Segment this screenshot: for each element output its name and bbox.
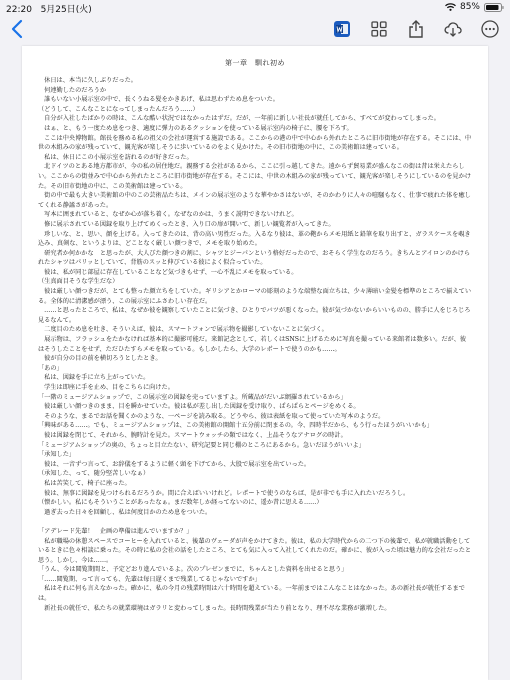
paragraph: 「……閲覧期、って言っても、先輩は毎日遅くまで残業してるじゃないですか」 bbox=[38, 575, 261, 583]
battery-icon bbox=[484, 3, 504, 12]
battery-percent: 85% bbox=[459, 2, 480, 12]
chapter-title: 第一章 馴れ初め bbox=[225, 59, 285, 67]
grid-view-button[interactable] bbox=[369, 19, 389, 39]
document-body bbox=[38, 76, 472, 613]
paragraph: （承知した、って、随分堅苦しいなぁ） bbox=[38, 470, 150, 478]
paragraph: 私は、休日にこの小展示室を訪れるのが好きだった。 bbox=[38, 153, 193, 161]
paragraph: 何連勤したのだろうか bbox=[38, 86, 107, 94]
paragraph: 誰もいない小展示室の中で、長くうねる髪をかきあげ、私は思わずため息をついた。 bbox=[38, 96, 279, 104]
paragraph: 彼は、一音ずつ言って、お辞儀をするように軽く頭を下げてから、大股で展示室を出ていった。 bbox=[38, 460, 311, 468]
paragraph: 彼は、無事に図録を見つけられるだろうか。間に合えばいいけれど。レポートで使うのならば、是が非でも手に入れたいだろうし。 bbox=[38, 489, 410, 497]
document-page[interactable] bbox=[22, 46, 488, 680]
paragraph: 彼は厳しい顔つきだが、とても整った顔立ちをしていた。ギリシアとかローマの彫刻のような端整な面立ちは、少々薄暗い金髪を標準のところで揃えている。全体的に清潔感が漂う、この展示室にふさわしい存在だ。 bbox=[38, 288, 472, 305]
more-button[interactable] bbox=[480, 19, 500, 39]
toolbar-icons bbox=[332, 19, 500, 39]
paragraph: 彼が自分の目の前を横切ろうとしたとき。 bbox=[38, 355, 162, 363]
cloud-download-icon bbox=[443, 20, 463, 38]
paragraph: 街の中で最も大きい美術館の中のこの芸術品たちは、メインの展示室のような華やかさはないが、そのかわりに人々の喧騒もなく、仕事で疲れた体を癒してくれる静謐さがあった。 bbox=[38, 192, 471, 209]
paragraph: 写本に囲まれていると、なぜか心が落ち着く。なぜなのかは、うまく説明できないけれど。 bbox=[38, 211, 298, 219]
status-bar bbox=[0, 0, 510, 14]
paragraph: 彼は図録を閉じて、それから、腕時計を見た。スマートウォッチの類ではなく、上品そうなアナログの時計。 bbox=[38, 431, 347, 439]
paragraph: 「あの」 bbox=[38, 364, 63, 372]
paragraph: （生真面目そうな学生だな） bbox=[38, 278, 119, 286]
back-button[interactable] bbox=[8, 17, 28, 41]
paragraph: 「興味がある……。でも、ミュージアムショップは、この美術館の開館十五分前に閉まるの。今、四時半だから、もう行ったほうがいいかも」 bbox=[38, 422, 433, 430]
word-app-button[interactable] bbox=[332, 19, 352, 39]
share-button[interactable] bbox=[406, 19, 426, 39]
paragraph: 私は、図録を手に立ち上がっていた。 bbox=[38, 374, 150, 382]
paragraph: ここは中央博物館。館長を務める私の祖父の会社が運営する施設である。ここからの港の中で中心から外れたところに旧市街地が存在する。そこには、中世の木組みの家が残っていて、観光客が楽しそうに歩いているのをよく見かけた。その旧市街地の中に、この美術館は建っている。 bbox=[38, 134, 472, 152]
status-right bbox=[445, 2, 504, 12]
status-clock: 22:20 bbox=[6, 5, 32, 15]
paragraph: 私はそれに何も言えなかった。確かに、私の今月の残業時間は六十時間を超えている。一年前まではこんなことはなかった。あの新社長が就任するまでは。 bbox=[38, 585, 465, 603]
paragraph: 二度目のため息を吐き、そういえば、彼は、スマートフォンで展示物を撮影していないことに気づく。 bbox=[38, 326, 328, 334]
toolbar bbox=[0, 14, 510, 44]
paragraph: 彼は、私が同じ部屋に存在していることなど気づきもせず、一心不乱にメモを取っている。 bbox=[38, 268, 298, 276]
paragraph: （懐かしい。私にもそういうことがあったなぁ。まだ数年しか経ってないのに、遥か昔に思える……） bbox=[38, 499, 323, 507]
wifi-icon bbox=[445, 3, 456, 11]
paragraph: 修に展示されている図録を取り上げてめくったとき、入り口の扉が開いて、新しい観覧者が入ってきた。 bbox=[38, 220, 335, 228]
section-2 bbox=[38, 527, 472, 613]
section-1 bbox=[38, 76, 472, 517]
status-date: 5月25日(火) bbox=[40, 5, 92, 15]
paragraph: ……と思ったところで、私は、なぜか彼を観察していたことに気づき、ひとりでバツが悪くなった。彼が気づかないからいいものの、勝手に人をじろじろ見るなんて。 bbox=[38, 307, 471, 324]
paragraph: （どうして、こんなことになってしまったんだろう……） bbox=[38, 105, 199, 113]
paragraph: 自分が入社したばかりの時は、こんな酷い状況ではなかったはずだ。だが、一年前に新しい社長が就任してから、すべてが変わってしまった。 bbox=[38, 115, 440, 123]
paragraph: 「一階のミュージアムショップで、この展示室の図録を売っていますよ。所蔵品がだいぶ網羅されているから」 bbox=[38, 393, 347, 401]
paragraph: 北ドイツのとある地方都市が、今の私の居住地だ。親務する会社があるから、ここに引っ越してきた。遠からず貿易業が盛んなこの街は昔は栄えたらしい。ここからの街並みで中心から外れたところに旧市街地が存在する。そこには、中世の木組みの家が残っていて、観光客が楽しそうにしているのを見かけた。その旧市街地の中に、この美術館は建っている。 bbox=[38, 163, 471, 190]
paragraph: 「ミュージアムショップの奥の、ちょっと目立たない、研究記要と同じ棚のところにあるから。急いだほうがいいよ」 bbox=[38, 441, 365, 449]
paragraph: 研究者か何かかな と思ったが、大人びた顔つきの割に、シャツとジーパンという格好だったので、おそらく学生なのだろう。きちんとアイロンのかけられたシャツはパリッとしていて、背筋のスッと伸びている彼によく似合っていた。 bbox=[38, 249, 471, 267]
paragraph: 「うん、今は閲覧期間と、予定どおり進んでいるよ。次のプレゼンまでに、ちゃんとした資料を出せると思う」 bbox=[38, 566, 348, 574]
paragraph: 休日は、本当に久しぶりだった。 bbox=[38, 77, 137, 84]
paragraph: 展示物は、フラッシュをたかなければ基本的に撮影可能だ。来館記念として、若しくはSNSに上げるために写真を撮っている来館者は数多い。だが、彼はそうしたことをせず、ただひたすらメモを取っている。もしかしたら、大学のレポートで使うのかも……。 bbox=[38, 336, 467, 353]
download-button[interactable] bbox=[443, 19, 463, 39]
paragraph: 彼は厳しい顔つきのまま、目を瞬かせていた。彼は私が差し出した図録を受け取り、ぱらぱらとページをめくる。 bbox=[38, 403, 360, 411]
paragraph: 私が職場の休憩スペースでコーヒーを入れていると、後輩のヴェーダが声をかけてきた。彼は、私の大学時代からの二つ下の後輩で、私が就職活動をしているときに色々相談に乗った。その時に私の会社の話をしたところ、とても気に入って入社してくれたのだ。確かに、彼が入った頃は魅力的な会社だったと思う。しかし、今は……。 bbox=[38, 537, 472, 564]
paragraph: 学生は即座に手を止め、目をこちらに向けた。 bbox=[38, 384, 174, 391]
paragraph: 過ぎ去った日々を回顧し、私は何度目かのため息をついた。 bbox=[38, 508, 212, 516]
chevron-left-icon bbox=[8, 17, 28, 41]
paragraph: 私は苦笑して、椅子に座った。 bbox=[38, 479, 131, 487]
paragraph: 珍しいな、と、思い、顔を上げる。入ってきたのは、背の高い男性だった。入るなり彼は、革の鞄からメモ用紙と鉛筆を取り出すと、ガラスケースを覗き込み、真剣な、というよりは、どことなく厳しい顔つきで、メモを取り始めた。 bbox=[38, 230, 471, 248]
paragraph: そのような、まるでお話を聞くかのような、一ページを読み取る。どうやら、彼は表紙を取って使っていた写本のようだ。 bbox=[38, 412, 385, 420]
word-icon bbox=[333, 20, 351, 38]
more-icon bbox=[480, 19, 500, 39]
paragraph: はぁ、と、もう一度ため息をつき、適度に弾力のあるクッションを使っている展示室内の椅子に、腰を下ろす。 bbox=[38, 124, 353, 132]
paragraph: 「承知した」 bbox=[38, 451, 76, 459]
grid-icon bbox=[370, 20, 388, 38]
section-break bbox=[38, 517, 472, 527]
paragraph: 新社長の就任で、私たちの就業環境はガラリと変わってしまった。長時間残業が当たり前となり、理不尽な業務が激増した。 bbox=[38, 604, 391, 612]
share-icon bbox=[407, 19, 425, 39]
paragraph: 「アデレード先輩！ 企画の準備は進んでいますか？」 bbox=[38, 527, 193, 535]
